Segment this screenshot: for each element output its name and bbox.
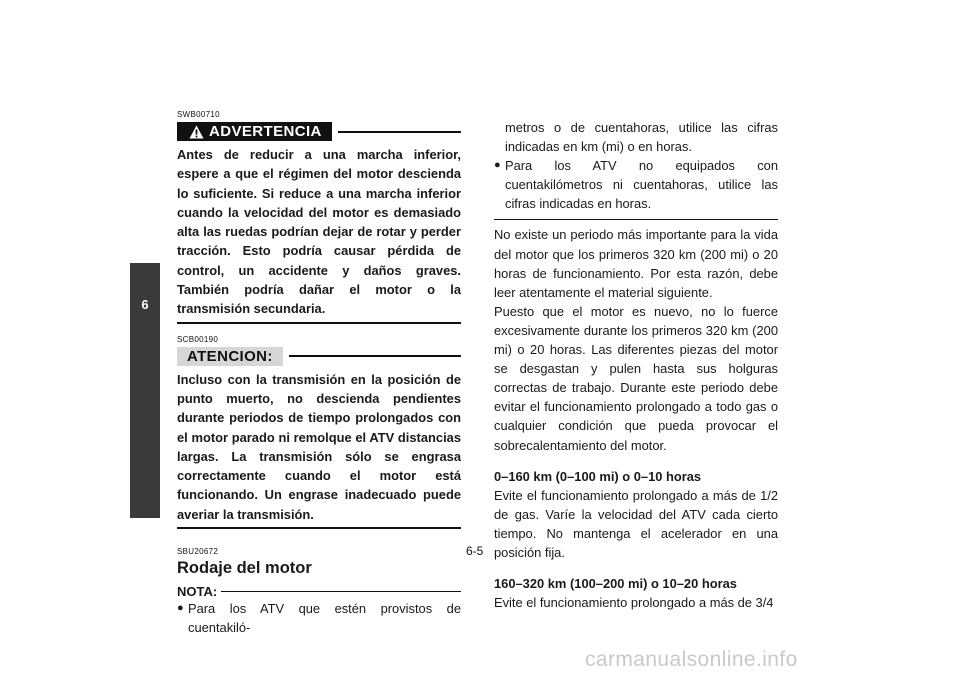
subheading-2: 160–320 km (100–200 mi) o 10–20 horas (494, 576, 737, 592)
body-paragraph-3: Evite el funcionamiento prolongado a más de 1/2 de gas. Varíe la velocidad del ATV cada cierto tiempo. No mantenga el acelerador en una posición fija. (494, 487, 778, 560)
spacer (494, 455, 778, 467)
page-number: 6-5 (466, 544, 484, 558)
chapter-number: 6 (141, 297, 149, 312)
nota-row (177, 584, 461, 599)
left-column (177, 110, 461, 637)
nota-bullet-2-text: Para los ATV no equipados con cuentakilómetros ni cuentahoras, utilice las cifras indicadas en horas. (505, 158, 778, 212)
chapter-tab (130, 263, 160, 518)
nota-bullet-2 (494, 156, 778, 213)
body-paragraph-4: Evite el funcionamiento prolongado a más de 3/4 (494, 595, 774, 611)
bullet-dot-icon: ● (494, 159, 501, 172)
caution-text: Incluso con la transmisión en la posición de punto muerto, no descienda pendientes durante periodos de tiempo prolongados con el motor parado ni remolque el ATV distancias largas. La transmisión sólo se engrasa correctamente cuando el motor está funcionando. Un engrase inadecuado puede averiar la transmisión. (177, 371, 461, 522)
subheading-1: 0–160 km (0–100 mi) o 0–10 horas (494, 468, 702, 484)
caution-badge (177, 347, 283, 366)
section-heading: Rodaje del motor (177, 559, 312, 578)
section-code: SBU20672 (177, 547, 219, 557)
warning-label-row (177, 122, 461, 141)
nota-bullet-1-continued: metros o de cuentahoras, utilice las cifras indicadas en km (mi) o en horas. (505, 120, 778, 155)
spacer (494, 562, 778, 574)
warning-end-rule (177, 322, 461, 324)
bullet-dot-icon: ● (177, 602, 184, 615)
caution-label-row (177, 347, 461, 366)
caution-label-line (289, 355, 461, 357)
watermark: carmanualsonline.info (585, 648, 798, 671)
warning-label-line (338, 131, 461, 133)
warning-triangle-icon (189, 125, 204, 139)
body-paragraph-2: Puesto que el motor es nuevo, no lo fuerce excesivamente durante los primeros 320 km (200 mi) o 20 horas. Las diferentes piezas del motor se desgastan y pulen hasta sus holguras correctas de trabajo. Durante este periodo debe evitar el funcionamiento prolongado a todo gas o cualquier condición que pueda provocar el sobrecalentamiento del motor. (494, 303, 778, 453)
warning-badge (177, 122, 332, 141)
nota-bullet-1 (177, 599, 461, 637)
caution-code: SCB00190 (177, 334, 219, 344)
caution-label: ATENCION: (187, 347, 273, 365)
warning-label: ADVERTENCIA (209, 123, 322, 140)
nota-line (221, 591, 461, 592)
nota-label: NOTA: (177, 584, 218, 600)
warning-code: SWB00710 (177, 110, 220, 119)
nota-bullet-1-text: Para los ATV que estén provistos de cuentakiló- (188, 601, 461, 636)
body-paragraph-1: No existe un periodo más importante para la vida del motor que los primeros 320 km (200 mi) o 20 horas de funcionamiento. Por esta razón, debe leer atentamente el material siguiente. (494, 227, 778, 300)
warning-text: Antes de reducir a una marcha inferior, espere a que el régimen del motor descienda lo suficiente. Si reduce a una marcha inferior cuando la velocidad del motor es demasiado alta las ruedas podrían dejar de rotar y perder tracción. Esto podría causar pérdida de control, un accidente y daños graves. También podría dañar el motor o la transmisión secundaria. (177, 147, 461, 317)
nota-end-rule (494, 219, 778, 220)
right-column (494, 118, 778, 612)
